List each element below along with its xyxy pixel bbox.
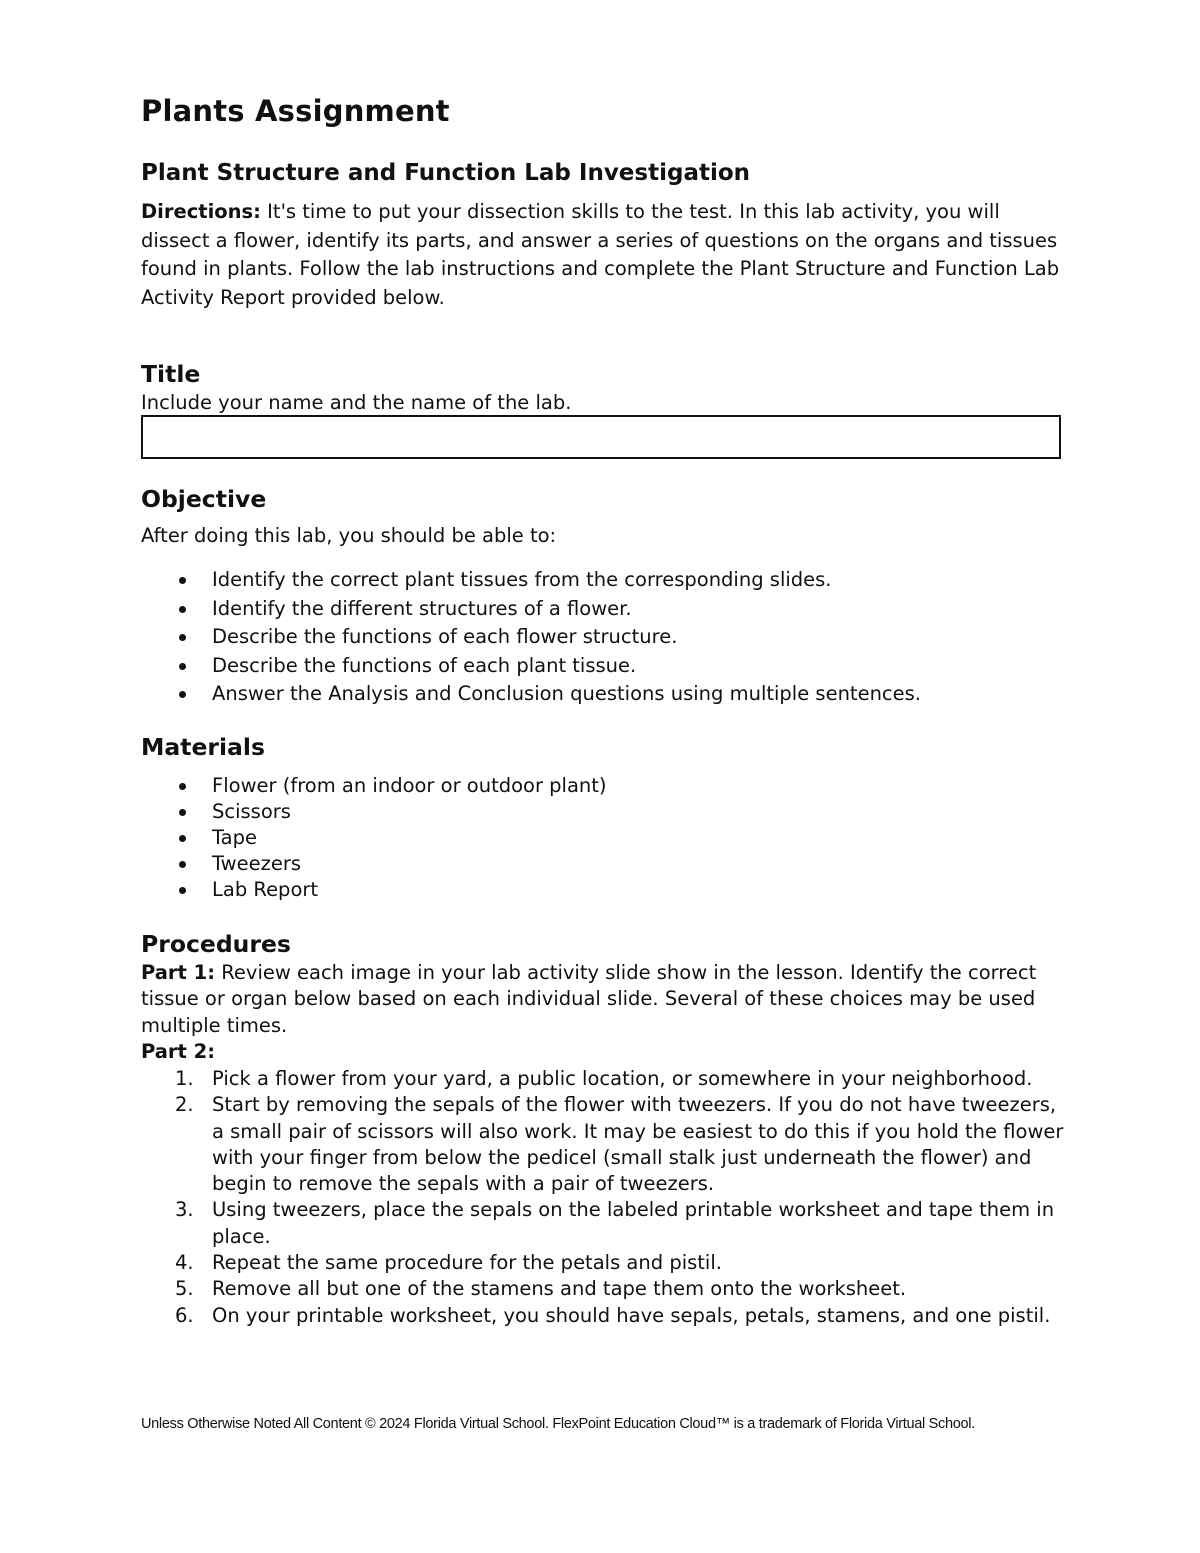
step-number: 1. [175, 1067, 194, 1090]
list-item: Identify the different structures of a flower. [141, 595, 921, 624]
list-item: Answer the Analysis and Conclusion questions using multiple sentences. [141, 680, 921, 709]
list-item [141, 1303, 1066, 1329]
materials-list [141, 773, 607, 903]
list-item: Describe the functions of each flower structure. [141, 623, 921, 652]
list-item: Tweezers [141, 851, 607, 877]
list-item [141, 1092, 1066, 1197]
procedures-part1 [141, 960, 1066, 1065]
step-text: On your printable worksheet, you should have sepals, petals, stamens, and one pistil. [212, 1303, 1051, 1327]
step-number: 3. [175, 1198, 194, 1222]
list-item: Flower (from an indoor or outdoor plant) [141, 773, 607, 799]
objective-intro: After doing this lab, you should be able to: [141, 524, 557, 547]
directions-paragraph [141, 198, 1066, 312]
list-item: Tape [141, 825, 607, 851]
list-item [141, 1066, 1066, 1092]
title-heading: Title [141, 360, 201, 388]
copyright-footer: Unless Otherwise Noted All Content © 2024 Florida Virtual School. FlexPoint Education Cloud™ is a trademark of Florida Virtual School. [141, 1416, 975, 1432]
lab-title: Plant Structure and Function Lab Investigation [141, 160, 751, 186]
list-item: Identify the correct plant tissues from the corresponding slides. [141, 566, 921, 595]
step-number: 2. [175, 1093, 194, 1117]
list-item [141, 1197, 1066, 1250]
title-instruction: Include your name and the name of the lab. [141, 391, 572, 414]
part1-label: Part 1: [141, 961, 216, 984]
step-number: 6. [175, 1303, 194, 1327]
directions-text: It's time to put your dissection skills to the test. In this lab activity, you will dissect a flower, identify its parts, and answer a series of questions on the organs and tissues found in plants. Follow the lab instructions and complete the Plant Structure and Function Lab Activity Report provided below. [141, 200, 1060, 309]
title-input-box[interactable] [141, 415, 1061, 459]
procedure-steps [141, 1066, 1066, 1329]
procedures-heading: Procedures [141, 930, 291, 958]
materials-heading: Materials [141, 733, 265, 761]
objective-heading: Objective [141, 485, 267, 513]
part1-text: Review each image in your lab activity slide show in the lesson. Identify the correct tissue or organ below based on each individual slide. Several of these choices may be used multiple times. [141, 961, 1037, 1037]
directions-label: Directions: [141, 200, 261, 223]
list-item [141, 1276, 1066, 1302]
step-number: 4. [175, 1251, 194, 1275]
page-title: Plants Assignment [141, 94, 450, 128]
list-item: Lab Report [141, 877, 607, 903]
step-text: Pick a flower from your yard, a public location, or somewhere in your neighborhood. [212, 1067, 1033, 1090]
list-item [141, 1250, 1066, 1276]
list-item: Describe the functions of each plant tissue. [141, 652, 921, 681]
objective-list [141, 566, 921, 709]
step-text: Start by removing the sepals of the flower with tweezers. If you do not have tweezers, a small pair of scissors will also work. It may be easiest to do this if you hold the flower with your finger from below the pedicel (small stalk just underneath the flower) and begin to remove the sepals with a pair of tweezers. [212, 1093, 1064, 1196]
step-text: Using tweezers, place the sepals on the labeled printable worksheet and tape them in place. [212, 1198, 1055, 1248]
part2-label: Part 2: [141, 1039, 216, 1063]
step-text: Remove all but one of the stamens and tape them onto the worksheet. [212, 1277, 907, 1301]
step-number: 5. [175, 1277, 194, 1301]
step-text: Repeat the same procedure for the petals and pistil. [212, 1251, 722, 1275]
list-item: Scissors [141, 799, 607, 825]
